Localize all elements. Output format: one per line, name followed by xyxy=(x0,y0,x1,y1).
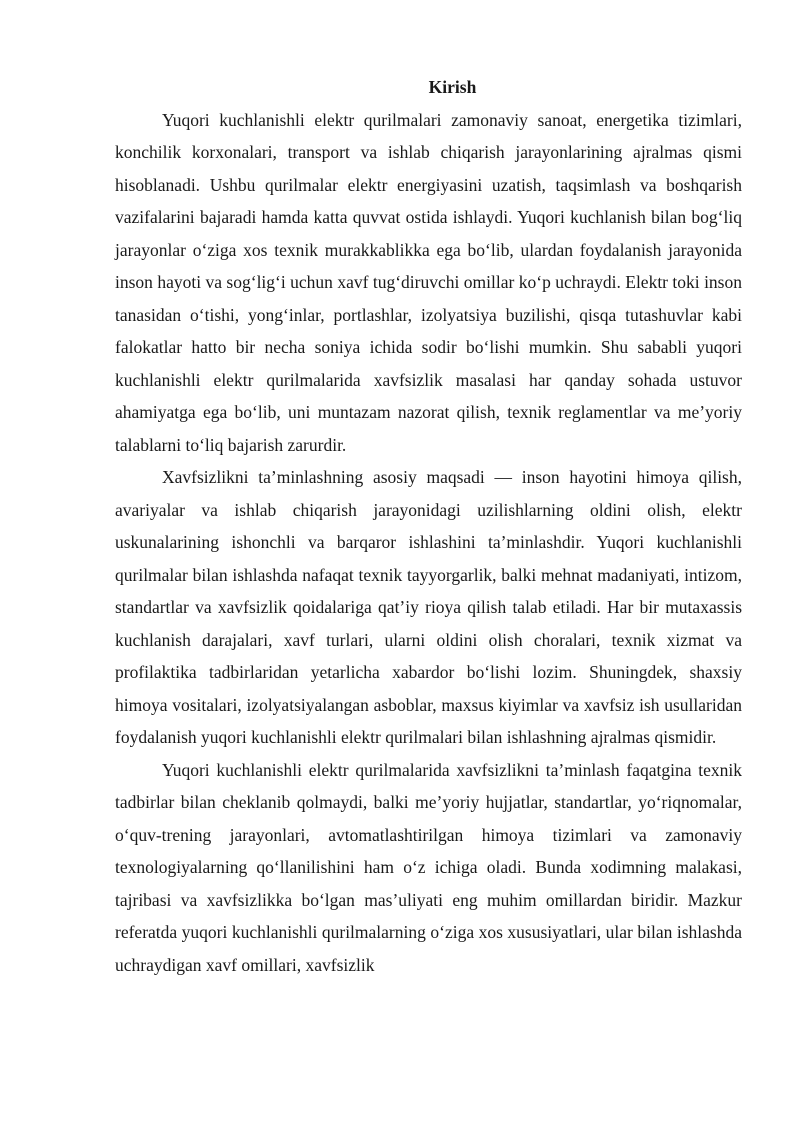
paragraph-1: Yuqori kuchlanishli elektr qurilmalari zamonaviy sanoat, energetika tizimlari, konchilik korxonalari, transport va ishlab chiqarish jarayonlarining ajralmas qismi hisoblanadi. Ushbu qurilmalar elektr energiyasini uzatish, taqsimlash va boshqarish vazifalarini bajaradi hamda katta quvvat ostida ishlaydi. Yuqori kuchlanish bilan bog‘liq jarayonlar o‘ziga xos texnik murakkablikka ega bo‘lib, ulardan foydalanish jarayonida inson hayoti va sog‘lig‘i uchun xavf tug‘diruvchi omillar ko‘p uchraydi. Elektr toki inson tanasidan o‘tishi, yong‘inlar, portlashlar, izolyatsiya buzilishi, qisqa tutashuvlar kabi falokatlar hatto bir necha soniya ichida sodir bo‘lishi mumkin. Shu sababli yuqori kuchlanishli elektr qurilmalarida xavfsizlik masalasi har qanday sohada ustuvor ahamiyatga ega bo‘lib, uni muntazam nazorat qilish, texnik reglamentlar va me’yoriy talablarni to‘liq bajarish zarurdir. xyxy=(115,109,742,455)
paragraph-3: Yuqori kuchlanishli elektr qurilmalarida xavfsizlikni ta’minlash faqatgina texnik tadbirlar bilan cheklanib qolmaydi, balki me’yoriy hujjatlar, standartlar, yo‘riqnomalar, o‘quv-trening jarayonlari, avtomatlashtirilgan himoya tizimlari va zamonaviy texnologiyalarning qo‘llanilishini ham o‘z ichiga oladi. Bunda xodimning malakasi, tajribasi va xavfsizlikka bo‘lgan mas’uliyati eng muhim omillardan biridir. Mazkur referatda yuqori kuchlanishli qurilmalarning o‘ziga xos xususiyatlari, ular bilan ishlashda uchraydigan xavf omillari, xavfsizlik xyxy=(115,759,742,975)
section-heading: Kirish xyxy=(428,77,477,97)
paragraph-2: Xavfsizlikni ta’minlashning asosiy maqsadi — inson hayotini himoya qilish, avariyalar va ishlab chiqarish jarayonidagi uzilishlarning oldini olish, elektr uskunalarining ishonchli va barqaror ishlashini ta’minlashdir. Yuqori kuchlanishli qurilmalar bilan ishlashda nafaqat texnik tayyorgarlik, balki mehnat madaniyati, intizom, standartlar va xavfsizlik qoidalariga qat’iy rioya qilish talab etiladi. Har bir mutaxassis kuchlanish darajalari, xavf turlari, ularni oldini olish choralari, texnik xizmat va profilaktika tadbirlaridan yetarlicha xabardor bo‘lishi lozim. Shuningdek, shaxsiy himoya vositalari, izolyatsiyalangan asboblar, maxsus kiyimlar va xavfsiz ish usullaridan foydalanish yuqori kuchlanishli elektr qurilmalari bilan ishlashning ajralmas qismidir. xyxy=(115,467,742,747)
document-body xyxy=(115,71,742,981)
